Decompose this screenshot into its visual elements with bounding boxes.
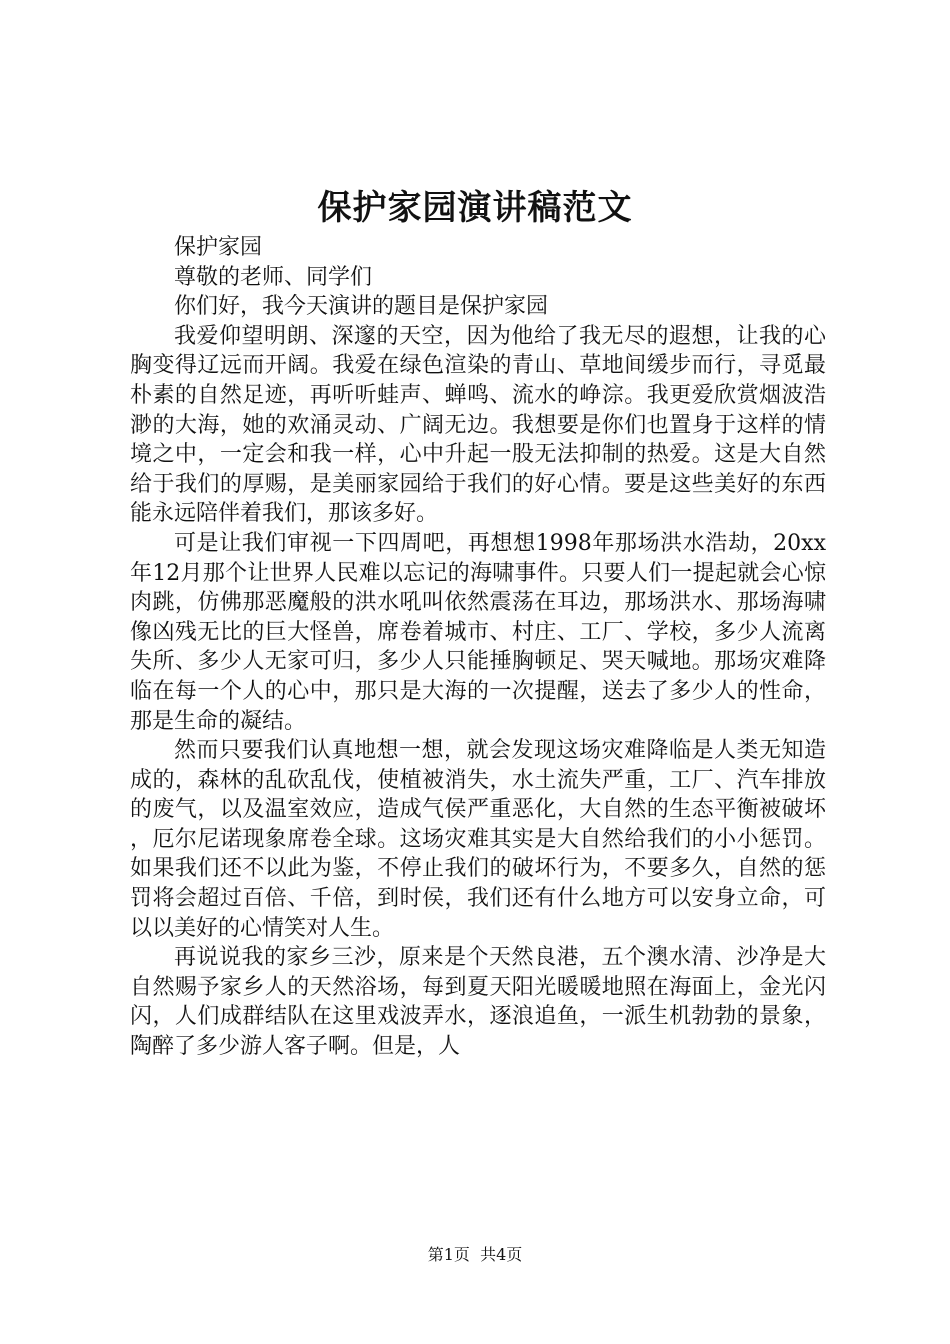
paragraph-greeting: 你们好，我今天演讲的题目是保护家园 xyxy=(174,294,549,320)
paragraph-body-4: 再说说我的家乡三沙，原来是个天然良港，五个澳水清、沙净是大自然赐予家乡人的天然浴场，每到夏天阳光暖暖地照在海面上，金光闪闪，人们成群结队在这里戏波弄水，逐浪追鱼，一派生机勃勃的景象，陶醉了多少游人客子啊。但是，人 xyxy=(130,945,826,1060)
paragraph-body-1: 我爱仰望明朗、深邃的天空，因为他给了我无尽的遐想，让我的心胸变得辽远而开阔。我爱在绿色渲染的青山、草地间缓步而行，寻觅最朴素的自然足迹，再听听蛙声、蝉鸣、流水的峥淙。我更爱欣赏烟波浩渺的大海，她的欢涌灵动、广阔无边。我想要是你们也置身于这样的情境之中，一定会和我一样，心中升起一股无法抑制的热爱。这是大自然给于我们的厚赐，是美丽家园给于我们的好心情。要是这些美好的东西能永远陪伴着我们，那该多好。 xyxy=(130,323,826,527)
document-title: 保护家园演讲稿范文 xyxy=(317,188,633,228)
paragraph-body-3: 然而只要我们认真地想一想，就会发现这场灾难降临是人类无知造成的，森林的乱砍乱伐，使植被消失，水土流失严重，工厂、汽车排放的废气，以及温室效应，造成气侯严重恶化，大自然的生态平衡被破坏，厄尔尼诺现象席卷全球。这场灾难其实是大自然给我们的小小惩罚。如果我们还不以此为鉴，不停止我们的破坏行为，不要多久，自然的惩罚将会超过百倍、千倍，到时侯，我们还有什么地方可以安身立命，可以以美好的心情笑对人生。 xyxy=(130,738,826,941)
paragraph-heading: 保护家园 xyxy=(174,235,263,260)
page-number-footer: 第1页 共4页 xyxy=(427,1245,523,1264)
paragraph-salutation: 尊敬的老师、同学们 xyxy=(174,264,373,290)
document-body xyxy=(130,233,826,1062)
paragraph-body-2: 可是让我们审视一下四周吧，再想想1998年那场洪水浩劫，20xx年12月那个让世界人民难以忘记的海啸事件。只要人们一提起就会心惊肉跳，仿佛那恶魔般的洪水吼叫依然震荡在耳边，那场洪水、那场海啸像凶残无比的巨大怪兽，席卷着城市、村庄、工厂、学校，多少人流离失所、多少人无家可归，多少人只能捶胸顿足、哭天喊地。那场灾难降临在每一个人的心中，那只是大海的一次提醒，送去了多少人的性命，那是生命的凝结。 xyxy=(130,530,826,734)
